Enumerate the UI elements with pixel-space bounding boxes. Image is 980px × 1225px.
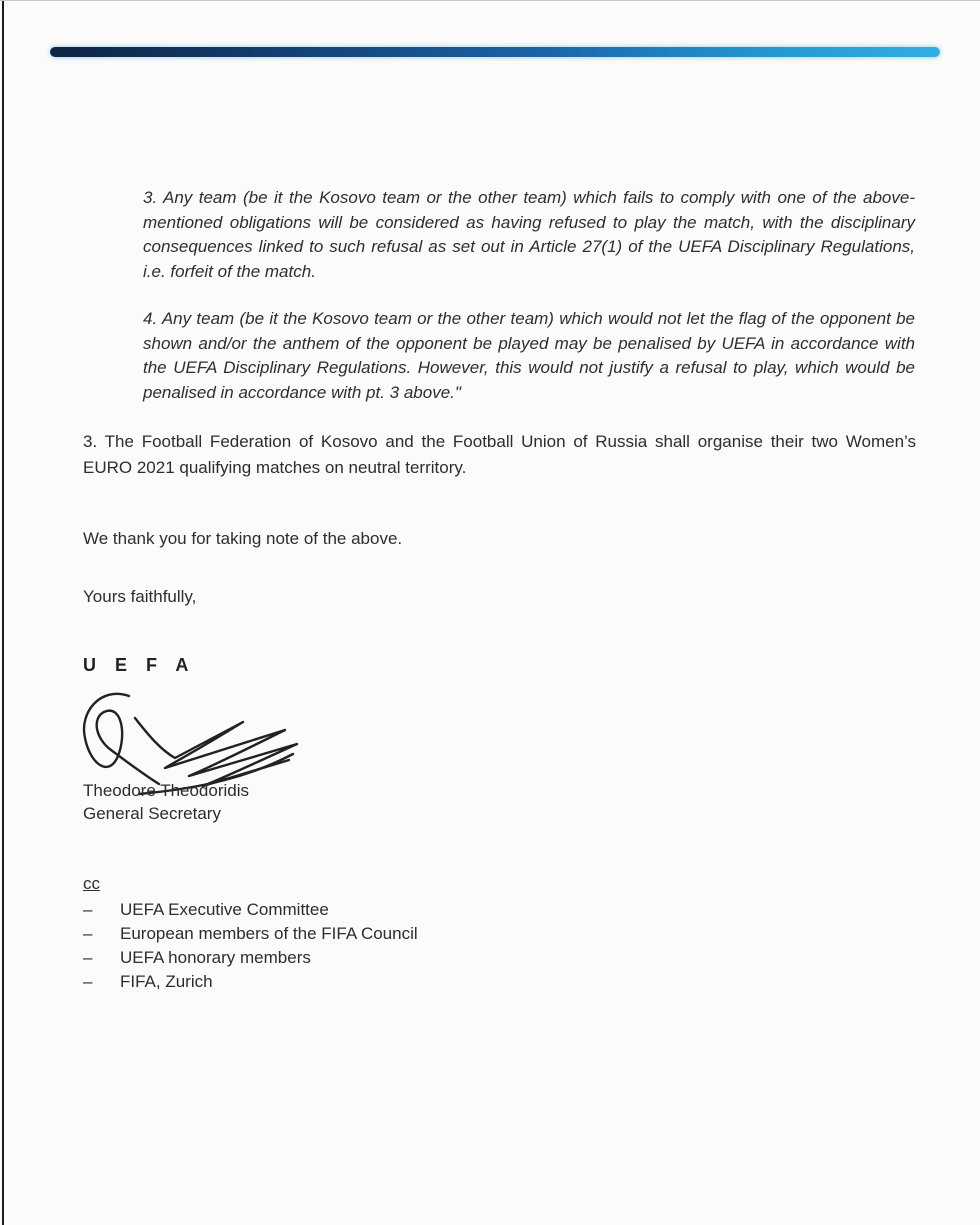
thanks-line: We thank you for taking note of the above.	[83, 529, 403, 548]
scan-left-edge-line	[2, 0, 4, 1225]
cc-item-text: UEFA Executive Committee	[120, 900, 329, 919]
signatory-name: Theodore Theodoridis	[83, 781, 250, 800]
quoted-point-4: 4. Any team (be it the Kosovo team or the other team) which would not let the flag of the opponent be shown and/or the anthem of the opponent be played may be penalised by UEFA in accordance with the UEFA Disciplinary Regulations. However, this would not justify a refusal to play, which would be penalised in accordance with pt. 3 above."	[143, 309, 915, 402]
cc-label: cc	[83, 874, 100, 893]
scan-top-edge-line	[0, 0, 980, 1]
signature-loop-stroke	[84, 694, 159, 784]
cc-list-item	[83, 970, 418, 994]
organisation-name: U E F A	[83, 655, 196, 675]
cc-list-item	[83, 898, 418, 922]
cc-item-dash: –	[83, 900, 93, 919]
quoted-point-3: 3. Any team (be it the Kosovo team or the other team) which fails to comply with one of the above-mentioned obligations will be considered as having refused to play the match, with the disciplinary consequences linked to such refusal as set out in Article 27(1) of the UEFA Disciplinary Regulations, i.e. forfeit of the match.	[143, 188, 915, 281]
cc-list	[83, 898, 418, 994]
closing-line: Yours faithfully,	[83, 587, 197, 606]
cc-item-dash: –	[83, 948, 93, 967]
signature-zigzag-stroke	[135, 718, 297, 786]
cc-item-text: European members of the FIFA Council	[120, 924, 418, 943]
cc-item-dash: –	[83, 972, 93, 991]
cc-list-item	[83, 922, 418, 946]
signatory-title: General Secretary	[83, 804, 221, 823]
body-paragraph: 3. The Football Federation of Kosovo and the Football Union of Russia shall organise their two Women’s EURO 2021 qualifying matches on neutral territory.	[83, 432, 916, 477]
cc-item-text: FIFA, Zurich	[120, 972, 213, 991]
cc-item-text: UEFA honorary members	[120, 948, 311, 967]
cc-list-item	[83, 946, 418, 970]
cc-item-dash: –	[83, 924, 93, 943]
quoted-regulation-block	[143, 186, 915, 405]
uefa-gradient-rule	[50, 47, 940, 57]
